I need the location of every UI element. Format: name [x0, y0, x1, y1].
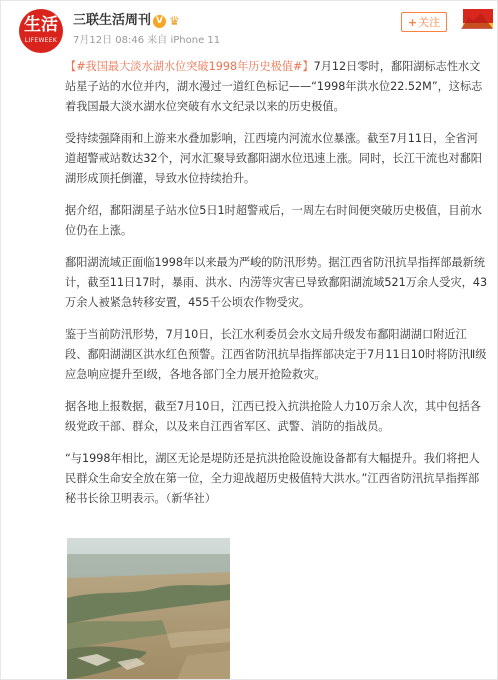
follow-button[interactable]	[401, 12, 447, 32]
post-paragraph: 鉴于当前防汛形势，7月10日，长江水利委员会水文局升级发布鄱阳湖湖口附近江段、鄱阳湖湖区洪水红色预警。江西省防汛抗旱指挥部决定于7月11日10时将防汛Ⅱ级应急响应提升至Ⅰ级，各地各部门全力展开抢险救灾。	[65, 328, 487, 381]
post-meta	[73, 34, 220, 48]
account-name[interactable]: 三联生活周刊	[73, 13, 152, 28]
post-paragraph: 鄱阳湖流域正面临1998年以来最为严峻的防汛形势。据江西省防汛抗旱指挥部最新统计，截至11日17时，暴雨、洪水、内涝等灾害已导致鄱阳湖流域521万余人受灾，43万余人被紧急转移安置，455千公顷农作物受灾。	[65, 256, 488, 309]
post-paragraph: 受持续强降雨和上游来水叠加影响，江西境内河流水位暴涨。截至7月11日，全省河道超警戒站数达32个，河水汇聚导致鄱阳湖水位迅速上涨。同时，长江干流也对鄱阳湖形成顶托倒灌，导致水位持续抬升。	[65, 132, 482, 185]
post-source: iPhone 11	[170, 35, 221, 46]
lead-text: 7月12日零时，鄱阳湖标志性水文站星子站的水位并内，湖水漫过一道红色标记——“1998年洪水位22.52M”，这标志着我国最大淡水湖水位突破有水文纪录以来的历史极值。	[65, 60, 483, 113]
post-header	[1, 1, 497, 61]
source-prefix: 来自	[147, 35, 168, 46]
avatar-logo-subtext: LIFEWEEK	[24, 37, 58, 44]
post-paragraph: 据介绍，鄱阳湖星子站水位5日1时超警戒后，一周左右时间便突破历史极值，目前水位仍在上涨。	[65, 204, 482, 237]
topic-hashtag-link[interactable]: 【#我国最大淡水湖水位突破1998年历史极值#】	[65, 60, 314, 73]
post-image-flooded-lake[interactable]	[67, 538, 230, 680]
post-paragraph: 据各地上报数据，截至7月10日，江西已投入抗洪抢险人力10万余人次，其中包括各级党政干部、群众，以及来自江西省军区、武警、消防的指战员。	[65, 400, 481, 433]
flag-badge-icon	[459, 7, 495, 31]
post-text	[65, 57, 489, 521]
crown-badge-icon[interactable]: ♛	[169, 14, 180, 28]
post-timestamp[interactable]: 7月12日 08:46	[73, 35, 145, 46]
post-paragraph	[65, 57, 489, 117]
avatar[interactable]	[19, 9, 63, 53]
post-paragraph: “与1998年相比，湖区无论是堤防还是抗洪抢险设施设备都有大幅提升。我们将把人民群众生命安全放在第一位，全力迎战超历史极值特大洪水。”江西省防汛抗旱指挥部秘书长徐卫明表示。（新华社）	[65, 452, 480, 505]
plus-icon: +	[407, 16, 418, 29]
verified-v-icon: V	[153, 15, 166, 28]
follow-label: 关注	[418, 16, 441, 29]
avatar-logo-text: 生活	[24, 15, 58, 35]
